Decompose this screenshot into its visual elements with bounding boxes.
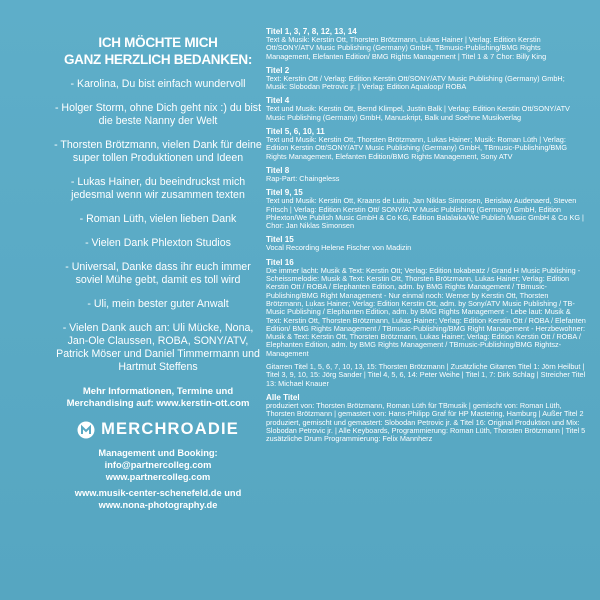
credit-section — [266, 96, 586, 122]
credit-body: Die immer lacht: Musik & Text: Kerstin Ott; Verlag: Edition tokabeatz / Grand H Music Publishing - Scheissmelodie: Musik & Text: Kerstin Ott, Thorsten Brötzmann, Lukas Hainer; Verlag: Edition Kerstin Ott / ROBA / Elephanten Edition, adm. by BMG Rights Management / TBmusic-Publishing/BMG Right Management - Nur einmal noch: Werner by Kerstin Ott, Thorsten Brötzmann, Lukas Hainer; Verlag: Edition Kerstin Ott, adm. by Sony/ATV Music Publishing / TB-Music Publishing / Elephanten Edition, adm. by BMG Rights Management - Lebe laut: Musik & Text: Kerstin Ott, Thorsten Brötzmann, Lukas Hainer; Verlag: Edition Kerstin Ott / ROBA / Elefanten Edition/ BMG Rights Management / TBmusic-Publishing/BMG Right Management - Herzbewohner: Musik & Text: Kerstin Ott, Thorsten Brötzmann, Lukas Hainer; Verlag: Edition Kerstin Ott / ROBA / Elephanten Edition, adm. by BMG Rights Management / TBmusic-Publishing/BMG Rightsz-Management — [266, 265, 586, 358]
credit-section — [266, 363, 586, 388]
credit-section — [266, 66, 586, 92]
credit-section — [266, 393, 586, 443]
merchroadie-logo — [52, 420, 264, 439]
credit-body: Rap-Part: Chaingeless — [266, 173, 340, 183]
booking-site: www.musik-center-schenefeld.de und — [74, 488, 242, 498]
booking-email: info@partnercolleg.com — [104, 460, 212, 470]
booking-site: www.nona-photography.de — [98, 500, 218, 510]
merchroadie-brand: MERCHROADIE — [101, 420, 239, 438]
credit-section — [266, 258, 586, 358]
headline-line-2: GANZ HERZLICH BEDANKEN: — [63, 52, 253, 67]
booking-label: Management und Booking: — [98, 448, 218, 458]
credits-column — [266, 27, 586, 448]
booking-web: www.partnercolleg.com — [105, 472, 211, 482]
credit-body: produziert von: Thorsten Brötzmann, Roman Lüth für TBmusik | gemischt von: Roman Lüth, Thorsten Brötzmann | gemastert von: Hans-Philipp Graf für HP Mastering, Hamburg | Außer Titel 2 produziert, gemischt und gemastert: Slobodan Petrovic jr. & Titel 16: Original Produktion und Mix: Slobodan Petrovic jr. | Alle Keyboards, Programmierung: Roman Lüth, Thorsten Brötzmann | Titel 5 zusätzliche Drum Programmierung: Felix Mannherz — [266, 400, 586, 444]
thanks-item: - Thorsten Brötzmann, vielen Dank für deine super tollen Produktionen und Ideen — [54, 139, 262, 164]
credit-section — [266, 166, 586, 183]
credit-title: Titel 2 — [266, 65, 290, 75]
thanks-item: - Lukas Hainer, du beeindruckst mich jedesmal wenn wir zusammen texten — [70, 176, 246, 201]
credit-title: Titel 1, 3, 7, 8, 12, 13, 14 — [266, 27, 357, 36]
credit-body: Text und Musik: Kerstin Ott, Kraans de Lutin, Jan Niklas Simonsen, Berislaw Audenaerd, Steven Fritsch | Verlag: Edition Kerstin Ott/ SONY/ATV Music Publishing (Germany) GmbH, Edition Phlexton/We Publish Music GmbH & Co KG, Edition Balalaika/We Publish Music GmbH & Co KG | Chor: Jan Niklas Simonsen — [266, 196, 584, 231]
credit-title: Titel 9, 15 — [266, 188, 303, 198]
thanks-column — [52, 34, 264, 511]
thanks-item: - Uli, mein bester guter Anwalt — [87, 298, 229, 310]
credit-title: Titel 8 — [266, 165, 290, 175]
merchroadie-icon — [77, 421, 95, 439]
credit-body: Text und Musik: Kerstin Ott, Thorsten Brötzmann, Lukas Hainer; Musik: Roman Lüth | Verlag: Edition Kerstin Ott/SONY/ATV Music Publishing (Germany) GmbH, TBmusic-Publishing/BMG Rights Management, Elefanten Edition/BMG Rights Management, Sony ATV — [266, 135, 568, 161]
thanks-headline — [52, 34, 264, 68]
thanks-item: - Roman Lüth, vielen lieben Dank — [79, 213, 237, 225]
thanks-item: - Karolina, Du bist einfach wundervoll — [70, 78, 246, 90]
credit-body: Text & Musik: Kerstin Ott, Thorsten Brötzmann, Lukas Hainer | Verlag: Edition Kerstin Ott/SONY/ATV Music Publishing (Germany) GmbH, TBmusic-Publishing/BMG Rights Management, Elefanten Edition/ BMG Rights Management | Titel 1 & 7 Chor: Billy King — [266, 35, 547, 61]
credit-title: Titel 16 — [266, 257, 294, 267]
credit-title: Titel 15 — [266, 235, 294, 245]
credit-section — [266, 127, 586, 161]
booking-block — [52, 447, 264, 511]
thanks-item: - Universal, Danke dass ihr euch immer soviel Mühe gebt, damit es toll wird — [65, 261, 251, 286]
credit-body: Gitarren Titel 1, 5, 6, 7, 10, 13, 15: Thorsten Brötzmann | Zusätzliche Gitarren Titel 1: Jörn Heilbut | Titel 3, 9, 10, 15: Jörg Sander | Titel 4, 5, 6, 14: Peter Weihe | Titel 1, 7: Dirk Schlag | Streicher Titel 13: Michael Knauer — [266, 362, 586, 388]
thanks-item: - Vielen Dank auch an: Uli Mücke, Nona, Jan-Ole Claussen, ROBA, SONY/ATV, Patrick Möser und Daniel Timmermann und Hartmut Steffens — [56, 322, 260, 373]
credit-body: Text: Kerstin Ott / Verlag: Edition Kerstin Ott/SONY/ATV Music Publishing (Germany) GmbH; Musik: Slobodan Petrovic jr. | Verlag: Edition Aqualoop/ ROBA — [266, 73, 565, 92]
credit-section — [266, 27, 586, 61]
credit-title: Titel 4 — [266, 96, 290, 106]
credit-section — [266, 235, 586, 252]
credit-body: Text und Musik: Kerstin Ott, Bernd Klimpel, Justin Balk | Verlag: Edition Kerstin Ott/SONY/ATV Music Publishing (Germany) GmbH, Manuskript, Balk und Soehne Musikverlag — [266, 104, 570, 122]
credit-title: Alle Titel — [266, 392, 300, 402]
credit-body: Vocal Recording Helene Fischer von Madizin — [266, 243, 412, 253]
thanks-item: - Vielen Dank Phlexton Studios — [85, 237, 231, 249]
credit-section — [266, 188, 586, 230]
info-text: Mehr Informationen, Termine und Merchandising auf: www.kerstin-ott.com — [66, 386, 250, 409]
headline-line-1: ICH MÖCHTE MICH — [98, 35, 218, 50]
credit-title: Titel 5, 6, 10, 11 — [266, 127, 325, 137]
thanks-item: - Holger Storm, ohne Dich geht nix :) du bist die beste Nanny der Welt — [54, 102, 262, 127]
